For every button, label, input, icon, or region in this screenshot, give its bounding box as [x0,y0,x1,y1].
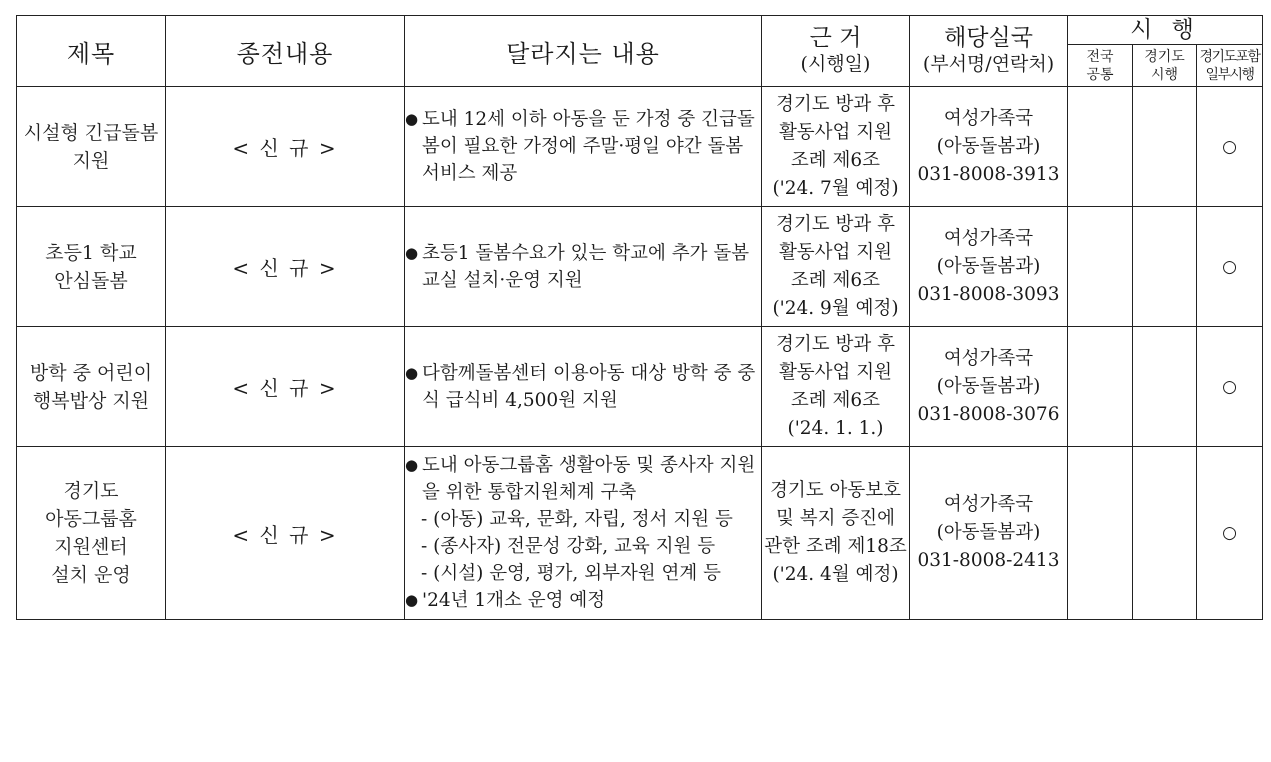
change-subitem: - (시설) 운영, 평가, 외부자원 연계 등 [421,563,722,584]
row-previous-cell: < 신 규 > [166,87,405,207]
basis-line: 활동사업 지원 [778,241,893,263]
basis-line: 조례 제6조 [790,269,881,291]
basis-line: 관한 조례 제18조 [764,536,907,557]
impl-national-cell [1068,327,1133,447]
policy-changes-table [16,15,1263,620]
header-impl-national [1068,45,1133,87]
table-row [17,87,1263,207]
circle-mark-icon: ○ [1222,523,1237,543]
row-changes-cell [405,327,762,447]
basis-line: ('24. 7월 예정) [772,177,899,199]
basis-line: ('24. 1. 1.) [787,417,884,439]
row-basis-cell [762,207,910,327]
impl-partial-cell [1197,447,1263,620]
header-impl-national-line1: 전국 [1086,48,1114,65]
change-subitem: - (종사자) 전문성 강화, 교육 지원 등 [421,536,716,557]
change-text: 다함께돌봄센터 이용아동 대상 방학 중 중식 급식비 4,500원 지원 [422,362,756,411]
header-dept [910,16,1068,87]
bullet-icon: ● [405,456,419,474]
dept-line: 여성가족국 [943,494,1034,515]
row-dept-cell [910,207,1068,327]
basis-line: 및 복지 증진에 [776,508,895,529]
row-basis-cell [762,447,910,620]
header-basis [762,16,910,87]
change-item [405,106,761,187]
basis-line: 조례 제6조 [790,389,881,411]
impl-gyeonggi-cell [1133,207,1197,327]
dept-line: (아동돌봄과) [936,135,1041,157]
impl-partial-cell [1197,87,1263,207]
row-title-line: 방학 중 어린이 [29,361,153,384]
bullet-icon: ● [405,110,419,128]
impl-national-cell [1068,207,1133,327]
row-title-line: 지원 [72,149,110,172]
header-previous: 종전내용 [166,16,405,87]
change-text: '24년 1개소 운영 예정 [422,590,606,611]
impl-gyeonggi-cell [1133,447,1197,620]
change-item [405,360,761,414]
row-basis-cell [762,327,910,447]
dept-line: 여성가족국 [943,347,1034,369]
header-impl-national-line2: 공통 [1086,66,1114,83]
header-impl-gyeonggi-line2: 시행 [1150,66,1179,83]
dept-line: 031-8008-2413 [917,550,1060,571]
dept-line: 031-8008-3076 [917,403,1060,425]
bullet-icon: ● [405,243,419,262]
basis-line: 경기도 방과 후 [776,213,895,235]
row-title-line: 시설형 긴급돌봄 [23,121,159,144]
impl-gyeonggi-cell [1133,87,1197,207]
dept-line: 여성가족국 [943,227,1034,249]
basis-line: 경기도 방과 후 [776,93,895,115]
row-title-cell [17,327,166,447]
bullet-icon: ● [405,363,419,382]
basis-line: ('24. 4월 예정) [772,564,899,585]
row-dept-cell [910,327,1068,447]
basis-line: 경기도 방과 후 [776,333,895,355]
row-title-line: 안심돌봄 [54,269,128,292]
bullet-icon: ● [405,591,419,609]
dept-line: (아동돌봄과) [936,255,1041,277]
dept-line: 여성가족국 [943,107,1034,129]
impl-national-cell [1068,447,1133,620]
table-row [17,327,1263,447]
row-title-line: 지원센터 [54,536,128,558]
row-title-line: 경기도 [63,480,119,502]
row-title-line: 설치 운영 [51,564,131,586]
circle-mark-icon: ○ [1222,376,1237,397]
header-impl-partial-line2: 일부시행 [1205,66,1254,83]
impl-partial-cell [1197,327,1263,447]
header-title: 제목 [17,16,166,87]
change-text: 도내 12세 이하 아동을 둔 가정 중 긴급돌봄이 필요한 가정에 주말·평일 야간 돌봄서비스 제공 [422,109,755,184]
header-basis-sub: (시행일) [800,53,871,75]
header-impl-gyeonggi [1133,45,1197,87]
basis-line: 조례 제6조 [790,149,881,171]
table-row [17,447,1263,620]
table-body [17,87,1263,620]
header-basis-label: 근 거 [809,25,862,51]
circle-mark-icon: ○ [1222,256,1237,277]
row-title-line: 행복밥상 지원 [32,389,150,412]
basis-line: 경기도 아동보호 [770,480,901,501]
basis-line: ('24. 9월 예정) [772,297,899,319]
header-changes: 달라지는 내용 [405,16,762,87]
circle-mark-icon: ○ [1222,136,1237,157]
dept-line: 031-8008-3093 [917,283,1060,305]
header-impl-partial-line1: 경기도포함 [1199,48,1260,65]
change-text: 도내 아동그룹홈 생활아동 및 종사자 지원을 위한 통합지원체계 구축 [422,455,756,503]
change-text: 초등1 돌봄수요가 있는 학교에 추가 돌봄교실 설치·운영 지원 [422,242,750,291]
header-dept-sub: (부서명/연락처) [922,53,1055,75]
row-previous-cell: < 신 규 > [166,327,405,447]
impl-national-cell [1068,87,1133,207]
row-changes-cell [405,447,762,620]
row-title-cell [17,207,166,327]
row-title-cell [17,447,166,620]
dept-line: (아동돌봄과) [936,375,1041,397]
change-item [405,452,761,506]
dept-line: (아동돌봄과) [936,522,1041,543]
row-title-cell [17,87,166,207]
dept-line: 031-8008-3913 [917,163,1060,185]
row-dept-cell [910,87,1068,207]
basis-line: 활동사업 지원 [778,121,893,143]
impl-gyeonggi-cell [1133,327,1197,447]
change-item [405,240,761,294]
row-basis-cell [762,87,910,207]
change-subitem: - (아동) 교육, 문화, 자립, 정서 지원 등 [421,509,733,530]
row-previous-cell: < 신 규 > [166,207,405,327]
row-title-line: 초등1 학교 [45,241,137,264]
row-previous-cell: < 신 규 > [166,447,405,620]
row-title-line: 아동그룹홈 [45,508,137,530]
header-impl-gyeonggi-line1: 경기도 [1144,48,1185,65]
row-dept-cell [910,447,1068,620]
impl-partial-cell [1197,207,1263,327]
row-changes-cell [405,87,762,207]
header-implementation: 시 행 [1068,16,1263,45]
header-dept-label: 해당실국 [944,25,1033,51]
basis-line: 활동사업 지원 [778,361,893,383]
header-impl-partial [1197,45,1263,87]
table-row [17,207,1263,327]
row-changes-cell [405,207,762,327]
change-item [405,587,761,614]
